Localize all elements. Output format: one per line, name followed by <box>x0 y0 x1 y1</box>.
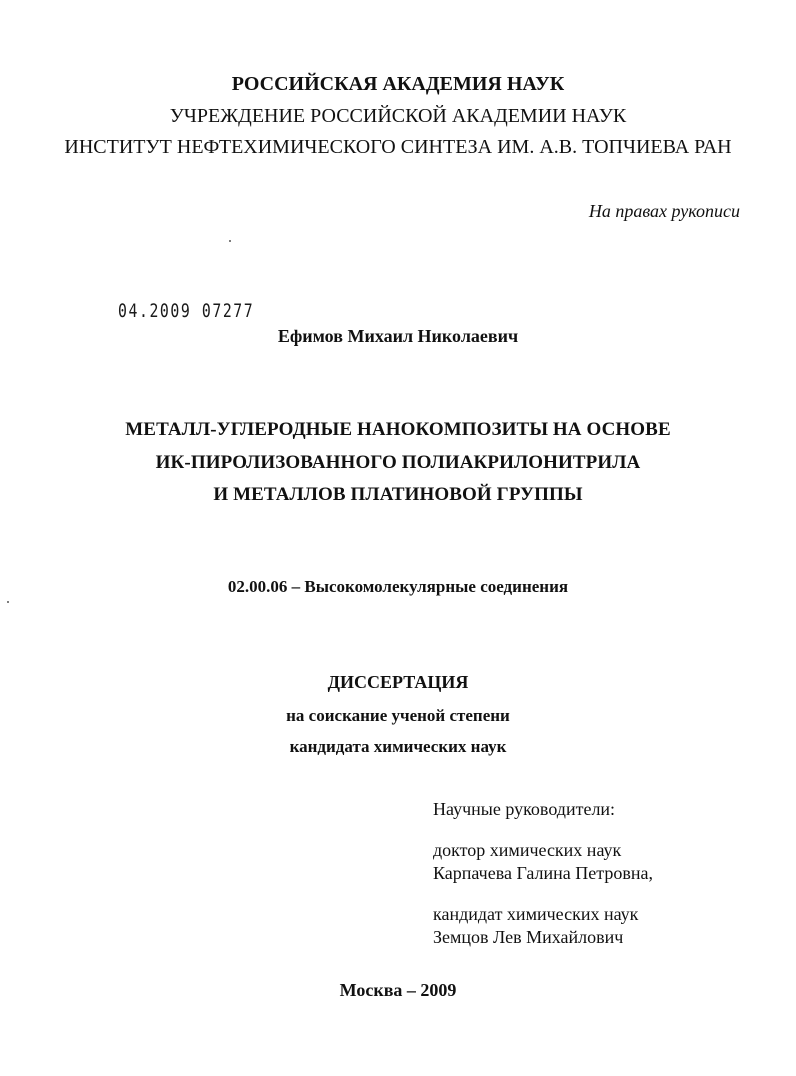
registration-stamp: 04.2009 07277 <box>118 300 255 322</box>
supervisors-heading: Научные руководители: <box>433 799 616 819</box>
title-line-2: ИК-ПИРОЛИЗОВАННОГО ПОЛИАКРИЛОНИТРИЛА <box>155 452 641 473</box>
institute-name: ИНСТИТУТ НЕФТЕХИМИЧЕСКОГО СИНТЕЗА ИМ. А.В. ТОПЧИЕВА РАН <box>64 136 732 158</box>
institution-name: УЧРЕЖДЕНИЕ РОССИЙСКОЙ АКАДЕМИИ НАУК <box>169 105 627 127</box>
scan-speck <box>7 601 9 603</box>
title-line-3: И МЕТАЛЛОВ ПЛАТИНОВОЙ ГРУППЫ <box>213 484 583 505</box>
specialty: 02.00.06 – Высокомолекулярные соединения <box>227 577 569 596</box>
scan-speck <box>229 240 231 242</box>
manuscript-note: На правах рукописи <box>588 201 740 221</box>
degree-line-2: кандидата химических наук <box>289 737 507 756</box>
author-name: Ефимов Михаил Николаевич <box>277 326 519 346</box>
supervisor-2-degree: кандидат химических наук <box>433 904 639 924</box>
title-line-1: МЕТАЛЛ-УГЛЕРОДНЫЕ НАНОКОМПОЗИТЫ НА ОСНОВЕ <box>125 419 671 440</box>
supervisor-2-name: Земцов Лев Михайлович <box>433 927 624 947</box>
city-year: Москва – 2009 <box>339 980 457 1000</box>
dissertation-heading: ДИССЕРТАЦИЯ <box>327 672 469 692</box>
degree-line-1: на соискание ученой степени <box>286 706 510 725</box>
supervisor-1-name: Карпачева Галина Петровна, <box>433 863 653 883</box>
academy-name: РОССИЙСКАЯ АКАДЕМИЯ НАУК <box>231 73 565 95</box>
supervisor-1-degree: доктор химических наук <box>433 840 622 860</box>
